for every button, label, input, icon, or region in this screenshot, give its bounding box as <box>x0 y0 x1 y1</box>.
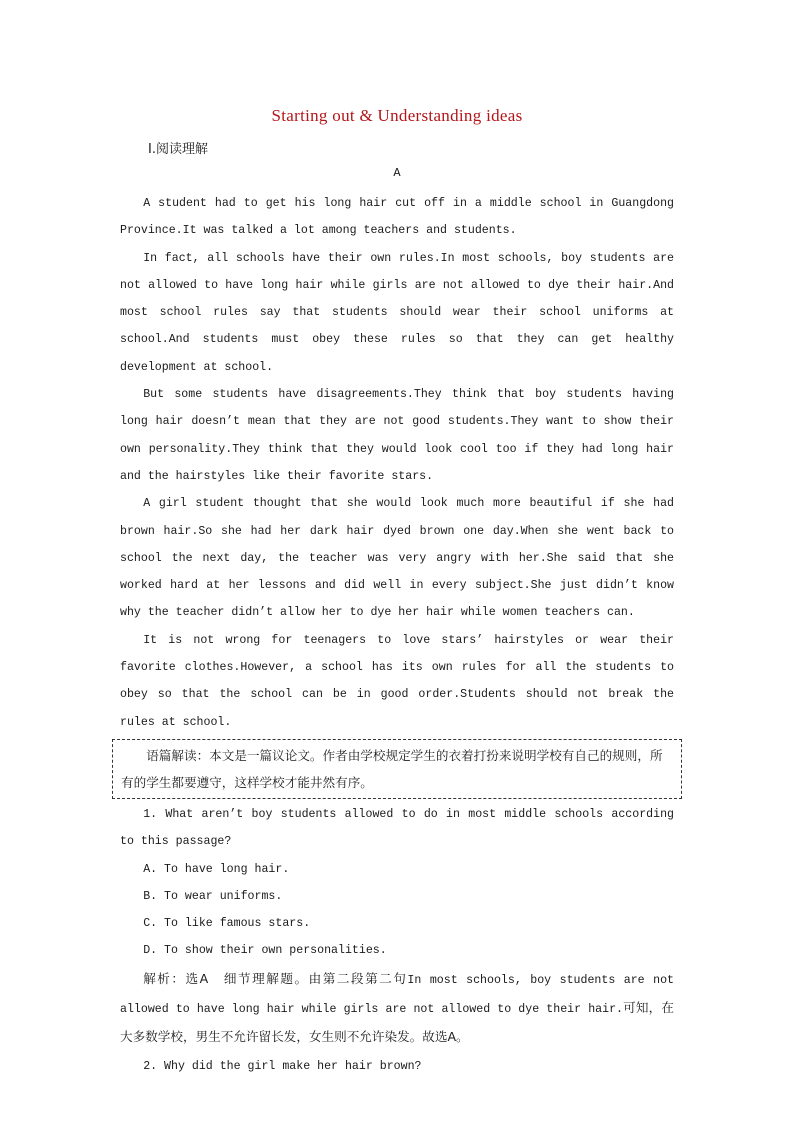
question-1-explanation <box>120 965 674 1053</box>
option-d: D. To show their own personalities. <box>143 944 387 958</box>
paragraph-4: A girl student thought that she would look much more beautiful if she had brown hair.So she had her dark hair dyed brown one day.When she went back to school the next day, the teacher was very angry with her.She said that she worked hard at her lessons and did well in every subject.She just didn’t know why the teacher didn’t allow her to dye her hair while women teachers can. <box>120 497 674 620</box>
page-title: Starting out & Understanding ideas <box>271 106 523 125</box>
explanation-quote: In most schools, boy students are not allowed to have long hair while girls are not allowed to dye their hair. <box>120 973 674 1017</box>
option-b: B. To wear uniforms. <box>143 889 283 903</box>
section-heading: Ⅰ.阅读理解 <box>148 142 208 157</box>
explanation-conclusion: 可知，在大多数学校，男生不允许留长发，女生则不允许染发。故选A。 <box>120 1000 675 1045</box>
option-a: A. To have long hair. <box>143 862 290 876</box>
passage-label: A <box>393 166 401 180</box>
explanation-intro: 解析：选A 细节理解题。由第二段第二句 <box>143 970 408 986</box>
passage-body <box>120 190 674 1080</box>
paragraph-3: But some students have disagreements.They think that boy students having long hair doesn’t mean that they are not good students.They want to show their own personality.They think that they would look cool too if they had long hair and the hairstyles like their favorite stars. <box>120 388 674 483</box>
passage-analysis-box: 语篇解读：本文是一篇议论文。作者由学校规定学生的衣着打扮来说明学校有自己的规则，所有的学生都要遵守，这样学校才能井然有序。 <box>112 739 682 799</box>
paragraph-1: A student had to get his long hair cut off in a middle school in Guangdong Province.It was talked a lot among teachers and students. <box>120 197 674 238</box>
question-2-stem: 2. Why did the girl make her hair brown? <box>143 1059 422 1073</box>
option-c: C. To like famous stars. <box>143 917 311 931</box>
paragraph-2: In fact, all schools have their own rules.In most schools, boy students are not allowed to have long hair while girls are not allowed to dye their hair.And most school rules say that students should wear their school uniforms at school.And students must obey these rules so that they can get healthy development at school. <box>120 251 674 374</box>
paragraph-5: It is not wrong for teenagers to love stars’ hairstyles or wear their favorite clothes.However, a school has its own rules for all the students to obey so that the school can be in good order.Students should not break the rules at school. <box>120 633 674 729</box>
question-1-stem: 1. What aren’t boy students allowed to do in most middle schools according to this passage? <box>120 807 674 849</box>
